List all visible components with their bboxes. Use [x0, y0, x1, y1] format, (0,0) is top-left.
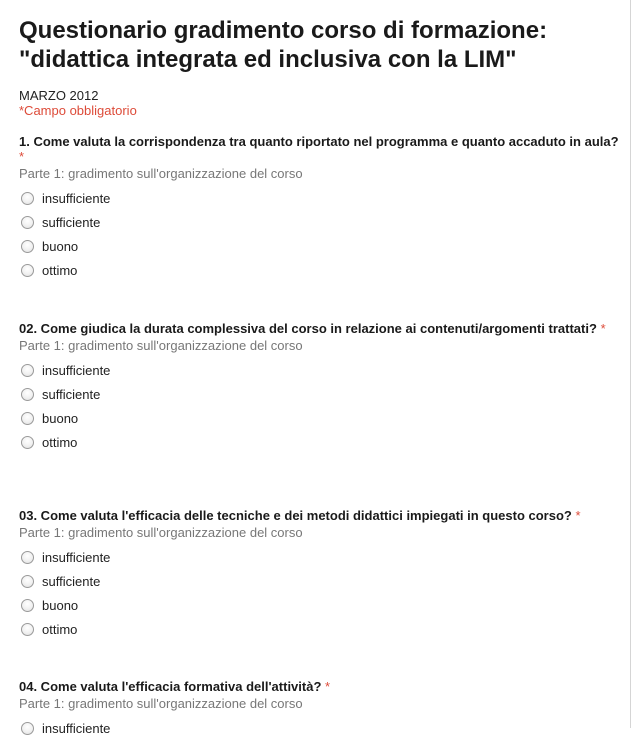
question-1-help: Parte 1: gradimento sull'organizzazione del corso	[19, 166, 303, 181]
option-ottimo[interactable]: ottimo	[19, 617, 619, 641]
option-sufficiente[interactable]: sufficiente	[19, 382, 619, 406]
question-2	[19, 321, 619, 454]
question-3-label: 03. Come valuta l'efficacia delle tecniche e dei metodi didattici impiegati in questo corso? *	[19, 508, 581, 523]
radio-button[interactable]	[21, 599, 34, 612]
radio-button[interactable]	[21, 192, 34, 205]
question-4-help: Parte 1: gradimento sull'organizzazione del corso	[19, 696, 303, 711]
required-asterisk: *	[600, 321, 606, 336]
radio-button[interactable]	[21, 240, 34, 253]
option-insufficiente[interactable]: insufficiente	[19, 358, 619, 382]
option-ottimo[interactable]: ottimo	[19, 258, 619, 282]
required-note: *Campo obbligatorio	[19, 103, 137, 118]
required-asterisk: *	[19, 149, 25, 164]
option-buono[interactable]: buono	[19, 406, 619, 430]
question-3-help: Parte 1: gradimento sull'organizzazione del corso	[19, 525, 303, 540]
option-buono[interactable]: buono	[19, 593, 619, 617]
option-insufficiente[interactable]: insufficiente	[19, 716, 619, 740]
form-title: Questionario gradimento corso di formazione: "didattica integrata ed inclusiva con la LIM"	[19, 17, 548, 73]
question-2-options	[19, 358, 619, 454]
question-4-options	[19, 716, 619, 740]
option-sufficiente[interactable]: sufficiente	[19, 210, 619, 234]
radio-button[interactable]	[21, 216, 34, 229]
question-3-options	[19, 545, 619, 641]
question-1-options	[19, 186, 619, 282]
radio-button[interactable]	[21, 364, 34, 377]
radio-button[interactable]	[21, 436, 34, 449]
option-insufficiente[interactable]: insufficiente	[19, 186, 619, 210]
radio-button[interactable]	[21, 388, 34, 401]
option-ottimo[interactable]: ottimo	[19, 430, 619, 454]
radio-button[interactable]	[21, 722, 34, 735]
option-insufficiente[interactable]: insufficiente	[19, 545, 619, 569]
question-4	[19, 679, 619, 740]
required-asterisk: *	[325, 679, 331, 694]
question-1-label: 1. Come valuta la corrispondenza tra quanto riportato nel programma e quanto accaduto in aula? *	[19, 134, 619, 164]
option-sufficiente[interactable]: sufficiente	[19, 569, 619, 593]
question-4-label: 04. Come valuta l'efficacia formativa dell'attività? *	[19, 679, 331, 694]
radio-button[interactable]	[21, 551, 34, 564]
radio-button[interactable]	[21, 412, 34, 425]
radio-button[interactable]	[21, 575, 34, 588]
question-1	[19, 134, 619, 282]
required-asterisk: *	[575, 508, 581, 523]
question-2-label: 02. Come giudica la durata complessiva del corso in relazione ai contenuti/argomenti trattati? *	[19, 321, 606, 336]
question-2-help: Parte 1: gradimento sull'organizzazione del corso	[19, 338, 303, 353]
radio-button[interactable]	[21, 264, 34, 277]
option-buono[interactable]: buono	[19, 234, 619, 258]
form-description: MARZO 2012	[19, 88, 99, 103]
radio-button[interactable]	[21, 623, 34, 636]
question-3	[19, 508, 619, 641]
